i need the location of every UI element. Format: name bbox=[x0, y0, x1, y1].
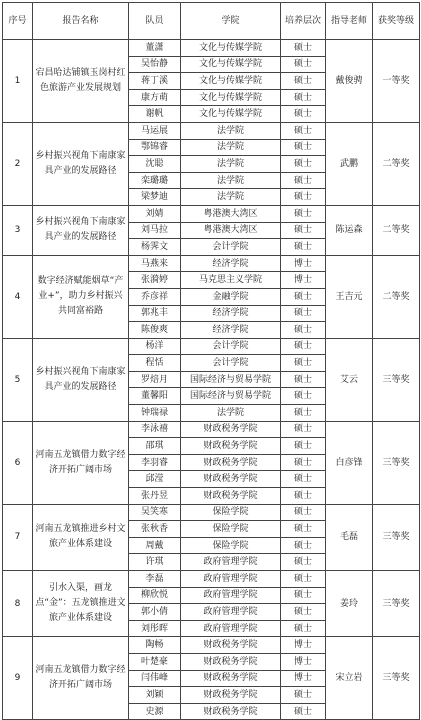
college-name: 法学院 bbox=[181, 172, 281, 189]
college-name: 政府管理学院 bbox=[181, 620, 281, 637]
award-level: 三等奖 bbox=[373, 338, 420, 421]
college-name: 国际经济与贸易学院 bbox=[181, 388, 281, 405]
college-name: 财政税务学院 bbox=[181, 687, 281, 704]
header-member: 队员 bbox=[129, 3, 181, 40]
member-name: 蒋丁溪 bbox=[129, 73, 181, 90]
degree-level: 硕士 bbox=[281, 521, 326, 538]
table-row bbox=[3, 421, 420, 438]
table-row bbox=[3, 571, 420, 588]
header-report: 报告名称 bbox=[33, 3, 129, 40]
member-name: 吴笑寒 bbox=[129, 504, 181, 521]
degree-level: 硕士 bbox=[281, 73, 326, 90]
advisor-name: 陈运森 bbox=[326, 205, 373, 255]
degree-level: 硕士 bbox=[281, 554, 326, 571]
college-name: 保险学院 bbox=[181, 521, 281, 538]
member-name: 刘颖 bbox=[129, 687, 181, 704]
degree-level: 硕士 bbox=[281, 56, 326, 73]
college-name: 粤港澳大湾区 bbox=[181, 205, 281, 222]
college-name: 马克思主义学院 bbox=[181, 272, 281, 289]
member-name: 张漪婷 bbox=[129, 272, 181, 289]
header-award: 获奖等级 bbox=[373, 3, 420, 40]
member-name: 杨霁文 bbox=[129, 239, 181, 256]
degree-level: 硕士 bbox=[281, 488, 326, 505]
college-name: 经济学院 bbox=[181, 305, 281, 322]
college-name: 文化与传媒学院 bbox=[181, 56, 281, 73]
degree-level: 硕士 bbox=[281, 571, 326, 588]
degree-level: 硕士 bbox=[281, 156, 326, 173]
row-number: 6 bbox=[3, 421, 33, 504]
member-name: 乔彦祥 bbox=[129, 288, 181, 305]
college-name: 经济学院 bbox=[181, 255, 281, 272]
degree-level: 硕士 bbox=[281, 504, 326, 521]
row-number: 7 bbox=[3, 504, 33, 570]
member-name: 郭小倩 bbox=[129, 604, 181, 621]
member-name: 鄂锦睿 bbox=[129, 139, 181, 156]
table-body bbox=[3, 40, 420, 720]
college-name: 法学院 bbox=[181, 189, 281, 206]
header-row bbox=[3, 3, 420, 40]
college-name: 文化与传媒学院 bbox=[181, 89, 281, 106]
member-name: 叶楚豪 bbox=[129, 653, 181, 670]
degree-level: 博士 bbox=[281, 653, 326, 670]
member-name: 邱滢 bbox=[129, 471, 181, 488]
degree-level: 硕士 bbox=[281, 371, 326, 388]
degree-level: 博士 bbox=[281, 670, 326, 687]
degree-level: 硕士 bbox=[281, 438, 326, 455]
member-name: 李磊 bbox=[129, 571, 181, 588]
degree-level: 硕士 bbox=[281, 471, 326, 488]
advisor-name: 白彦锋 bbox=[326, 421, 373, 504]
degree-level: 硕士 bbox=[281, 288, 326, 305]
degree-level: 硕士 bbox=[281, 205, 326, 222]
row-number: 4 bbox=[3, 255, 33, 338]
degree-level: 硕士 bbox=[281, 687, 326, 704]
table-row bbox=[3, 205, 420, 222]
member-name: 董潇 bbox=[129, 40, 181, 57]
college-name: 政府管理学院 bbox=[181, 554, 281, 571]
award-level: 二等奖 bbox=[373, 255, 420, 338]
table-row bbox=[3, 338, 420, 355]
college-name: 保险学院 bbox=[181, 537, 281, 554]
member-name: 马运展 bbox=[129, 122, 181, 139]
college-name: 国际经济与贸易学院 bbox=[181, 371, 281, 388]
advisor-name: 武鹏 bbox=[326, 122, 373, 205]
table-row bbox=[3, 122, 420, 139]
degree-level: 博士 bbox=[281, 637, 326, 654]
member-name: 陈俊爽 bbox=[129, 322, 181, 339]
degree-level: 硕士 bbox=[281, 338, 326, 355]
advisor-name: 王吉元 bbox=[326, 255, 373, 338]
row-number: 2 bbox=[3, 122, 33, 205]
degree-level: 硕士 bbox=[281, 89, 326, 106]
report-title: 宕昌哈达铺镇玉岗村红色旅游产业发展规划 bbox=[33, 40, 129, 123]
member-name: 沈聪 bbox=[129, 156, 181, 173]
college-name: 会计学院 bbox=[181, 239, 281, 256]
college-name: 经济学院 bbox=[181, 322, 281, 339]
member-name: 张丹昱 bbox=[129, 488, 181, 505]
college-name: 保险学院 bbox=[181, 504, 281, 521]
degree-level: 硕士 bbox=[281, 172, 326, 189]
member-name: 闫伟峰 bbox=[129, 670, 181, 687]
college-name: 财政税务学院 bbox=[181, 454, 281, 471]
table-row bbox=[3, 504, 420, 521]
college-name: 文化与传媒学院 bbox=[181, 40, 281, 57]
member-name: 许琪 bbox=[129, 554, 181, 571]
college-name: 法学院 bbox=[181, 156, 281, 173]
header-degree: 培养层次 bbox=[281, 3, 326, 40]
member-name: 郭兆丰 bbox=[129, 305, 181, 322]
member-name: 董馨阳 bbox=[129, 388, 181, 405]
member-name: 康方萌 bbox=[129, 89, 181, 106]
table-row bbox=[3, 255, 420, 272]
college-name: 财政税务学院 bbox=[181, 471, 281, 488]
college-name: 财政税务学院 bbox=[181, 653, 281, 670]
degree-level: 硕士 bbox=[281, 587, 326, 604]
row-number: 8 bbox=[3, 571, 33, 637]
table-row bbox=[3, 40, 420, 57]
college-name: 财政税务学院 bbox=[181, 703, 281, 720]
degree-level: 硕士 bbox=[281, 388, 326, 405]
degree-level: 硕士 bbox=[281, 604, 326, 621]
college-name: 财政税务学院 bbox=[181, 438, 281, 455]
degree-level: 博士 bbox=[281, 272, 326, 289]
award-level: 二等奖 bbox=[373, 122, 420, 205]
award-level: 三等奖 bbox=[373, 421, 420, 504]
member-name: 吴怡静 bbox=[129, 56, 181, 73]
member-name: 梁梦迪 bbox=[129, 189, 181, 206]
member-name: 张秋香 bbox=[129, 521, 181, 538]
header-advisor: 指导老师 bbox=[326, 3, 373, 40]
award-level: 三等奖 bbox=[373, 571, 420, 637]
advisor-name: 毛磊 bbox=[326, 504, 373, 570]
college-name: 粤港澳大湾区 bbox=[181, 222, 281, 239]
report-title: 乡村振兴视角下南康家具产业的发展路径 bbox=[33, 122, 129, 205]
row-number: 1 bbox=[3, 40, 33, 123]
college-name: 会计学院 bbox=[181, 338, 281, 355]
row-number: 5 bbox=[3, 338, 33, 421]
member-name: 马燕来 bbox=[129, 255, 181, 272]
report-title: 河南五龙镇借力数字经济开拓广阔市场 bbox=[33, 637, 129, 720]
award-level: 一等奖 bbox=[373, 40, 420, 123]
degree-level: 硕士 bbox=[281, 421, 326, 438]
member-name: 李羽睿 bbox=[129, 454, 181, 471]
degree-level: 硕士 bbox=[281, 222, 326, 239]
degree-level: 硕士 bbox=[281, 322, 326, 339]
college-name: 政府管理学院 bbox=[181, 604, 281, 621]
member-name: 刘彤晖 bbox=[129, 620, 181, 637]
degree-level: 硕士 bbox=[281, 189, 326, 206]
college-name: 金融学院 bbox=[181, 288, 281, 305]
degree-level: 硕士 bbox=[281, 703, 326, 720]
college-name: 财政税务学院 bbox=[181, 488, 281, 505]
college-name: 政府管理学院 bbox=[181, 571, 281, 588]
report-title: 河南五龙镇推进乡村文旅产业体系建设 bbox=[33, 504, 129, 570]
member-name: 程恬 bbox=[129, 355, 181, 372]
award-level: 三等奖 bbox=[373, 504, 420, 570]
member-name: 陶畅 bbox=[129, 637, 181, 654]
college-name: 法学院 bbox=[181, 405, 281, 422]
member-name: 罗焙月 bbox=[129, 371, 181, 388]
member-name: 钟瑞禄 bbox=[129, 405, 181, 422]
report-title: 乡村振兴视角下南康家具产业的发展路径 bbox=[33, 338, 129, 421]
table-row bbox=[3, 637, 420, 654]
college-name: 法学院 bbox=[181, 139, 281, 156]
advisor-name: 艾云 bbox=[326, 338, 373, 421]
row-number: 9 bbox=[3, 637, 33, 720]
member-name: 刘婧 bbox=[129, 205, 181, 222]
member-name: 史源 bbox=[129, 703, 181, 720]
header-college: 学院 bbox=[181, 3, 281, 40]
member-name: 栾璐璐 bbox=[129, 172, 181, 189]
member-name: 李泳禧 bbox=[129, 421, 181, 438]
advisor-name: 姜玲 bbox=[326, 571, 373, 637]
member-name: 周戴 bbox=[129, 537, 181, 554]
degree-level: 硕士 bbox=[281, 40, 326, 57]
degree-level: 硕士 bbox=[281, 106, 326, 123]
college-name: 财政税务学院 bbox=[181, 670, 281, 687]
college-name: 法学院 bbox=[181, 122, 281, 139]
degree-level: 硕士 bbox=[281, 537, 326, 554]
report-title: 河南五龙镇借力数字经济开拓广阔市场 bbox=[33, 421, 129, 504]
degree-level: 硕士 bbox=[281, 620, 326, 637]
header-no: 序号 bbox=[3, 3, 33, 40]
report-title: 乡村振兴视角下南康家具产业的发展路径 bbox=[33, 205, 129, 255]
college-name: 政府管理学院 bbox=[181, 587, 281, 604]
award-level: 三等奖 bbox=[373, 637, 420, 720]
member-name: 刘马拉 bbox=[129, 222, 181, 239]
member-name: 杨洋 bbox=[129, 338, 181, 355]
advisor-name: 宋立岩 bbox=[326, 637, 373, 720]
award-table bbox=[2, 2, 420, 720]
member-name: 柳欣悦 bbox=[129, 587, 181, 604]
advisor-name: 戴俊骋 bbox=[326, 40, 373, 123]
college-name: 会计学院 bbox=[181, 355, 281, 372]
member-name: 谢帆 bbox=[129, 106, 181, 123]
college-name: 文化与传媒学院 bbox=[181, 73, 281, 90]
report-title: 数字经济赋能烟草“产业+”，助力乡村振兴共同富裕路 bbox=[33, 255, 129, 338]
degree-level: 硕士 bbox=[281, 355, 326, 372]
row-number: 3 bbox=[3, 205, 33, 255]
award-level: 二等奖 bbox=[373, 205, 420, 255]
degree-level: 博士 bbox=[281, 255, 326, 272]
degree-level: 硕士 bbox=[281, 405, 326, 422]
report-title: 引水入渠，画龙点“金”：五龙镇推进文旅产业体系建设 bbox=[33, 571, 129, 637]
college-name: 文化与传媒学院 bbox=[181, 106, 281, 123]
degree-level: 硕士 bbox=[281, 305, 326, 322]
degree-level: 硕士 bbox=[281, 122, 326, 139]
member-name: 邵琪 bbox=[129, 438, 181, 455]
college-name: 财政税务学院 bbox=[181, 637, 281, 654]
college-name: 财政税务学院 bbox=[181, 421, 281, 438]
degree-level: 硕士 bbox=[281, 454, 326, 471]
degree-level: 硕士 bbox=[281, 239, 326, 256]
degree-level: 硕士 bbox=[281, 139, 326, 156]
